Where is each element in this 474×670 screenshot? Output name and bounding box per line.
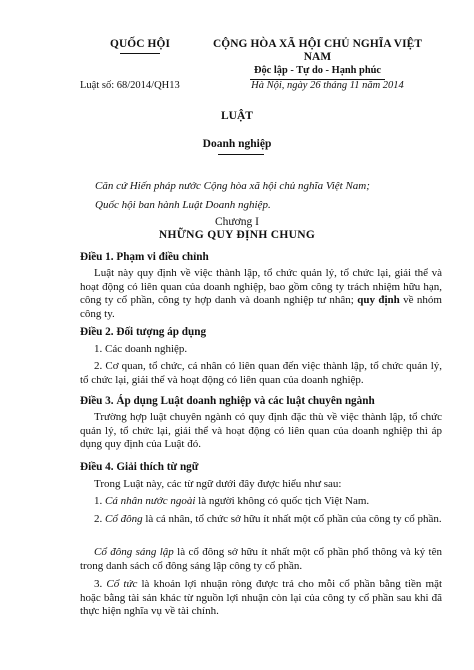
article-3-heading: Điều 3. Áp dụng Luật doanh nghiệp và các luật chuyên ngành xyxy=(80,395,375,407)
chapter-name: NHỮNG QUY ĐỊNH CHUNG xyxy=(158,229,316,241)
definition-1-text: là người không có quốc tịch Việt Nam. xyxy=(198,495,370,507)
definition-2b-text: là cổ đông sở hữu ít nhất một cổ phần phổ thông và ký tên trong danh sách cổ đông sáng lập công ty cổ phần. xyxy=(80,546,442,572)
article-1-paragraph xyxy=(80,267,442,321)
title-underline xyxy=(218,154,264,155)
article-2-clause-1: 1. Các doanh nghiệp. xyxy=(94,343,188,355)
definition-3 xyxy=(80,578,442,619)
article-4-intro: Trong Luật này, các từ ngữ dưới đây được hiểu như sau: xyxy=(94,478,342,490)
definition-2-term: Cổ đông xyxy=(105,513,143,525)
article-2-heading: Điều 2. Đối tượng áp dụng xyxy=(80,326,207,338)
motto: Độc lập - Tự do - Hạnh phúc xyxy=(253,65,381,76)
definition-3-term: Cổ tức xyxy=(106,578,138,590)
definition-3-text: là khoản lợi nhuận ròng được trả cho mỗi cổ phần bằng tiền mặt hoặc bằng tài sản khác từ nguồn lợi nhuận còn lại của công ty cổ phần sau khi đã thực hiện nghĩa vụ về tài chính. xyxy=(80,578,443,618)
article-3-paragraph: Trường hợp luật chuyên ngành có quy định đặc thù về việc thành lập, tổ chức quản lý, tổ chức lại, giải thể và hoạt động có liên quan của doanh nghiệp thì áp dụng quy định của Luật đó. xyxy=(80,411,442,451)
definition-2-number: 2. xyxy=(94,513,103,525)
law-name: Doanh nghiệp xyxy=(202,138,272,150)
article-1-text-a: Luật này quy định về việc thành lập, tổ chức quản lý, tổ chức lại, giải thể và hoạt động có liên quan của doanh nghiệp, bao gồm công ty trách nhiệm hữu hạn, công ty cổ phần, công ty hợp danh và doanh nghiệp tư nhân; xyxy=(80,267,442,307)
article-2-clause-2: 2. Cơ quan, tổ chức, cá nhân có liên quan đến việc thành lập, tổ chức quản lý, tổ chức lại, giải thể và hoạt động có liên quan của doanh nghiệp. xyxy=(80,360,442,386)
preamble-line-1: Căn cứ Hiến pháp nước Cộng hòa xã hội chủ nghĩa Việt Nam; xyxy=(95,180,370,192)
preamble-line-2: Quốc hội ban hành Luật Doanh nghiệp. xyxy=(95,199,271,211)
nation-name: CỘNG HÒA XÃ HỘI CHỦ NGHĨA VIỆT NAM xyxy=(212,38,423,63)
definition-2-text: là cá nhân, tổ chức sở hữu ít nhất một cổ phần của công ty cổ phần. xyxy=(145,513,442,525)
definition-2b xyxy=(80,546,442,573)
article-1-text-c: về nhóm công ty. xyxy=(80,294,442,320)
definition-2 xyxy=(80,513,442,527)
issuer-name: QUỐC HỘI xyxy=(110,38,170,50)
article-1-heading: Điều 1. Phạm vi điều chỉnh xyxy=(80,251,209,263)
document-type: LUẬT xyxy=(221,110,253,122)
definition-1-term: Cá nhân nước ngoài xyxy=(105,495,196,507)
law-number: Luật số: 68/2014/QH13 xyxy=(80,80,180,91)
chapter-number: Chương I xyxy=(215,216,259,228)
issuer-underline xyxy=(120,53,160,54)
definition-2b-term: Cổ đông sáng lập xyxy=(94,546,174,558)
issuer-block xyxy=(80,38,200,54)
article-4-heading: Điều 4. Giải thích từ ngữ xyxy=(80,461,199,473)
article-1-text-b: quy định xyxy=(357,294,400,307)
date-place: Hà Nội, ngày 26 tháng 11 năm 2014 xyxy=(251,80,404,91)
definition-1-number: 1. xyxy=(94,495,103,507)
nation-block xyxy=(200,38,435,80)
definition-3-number: 3. xyxy=(94,578,103,590)
definition-1 xyxy=(80,495,442,509)
